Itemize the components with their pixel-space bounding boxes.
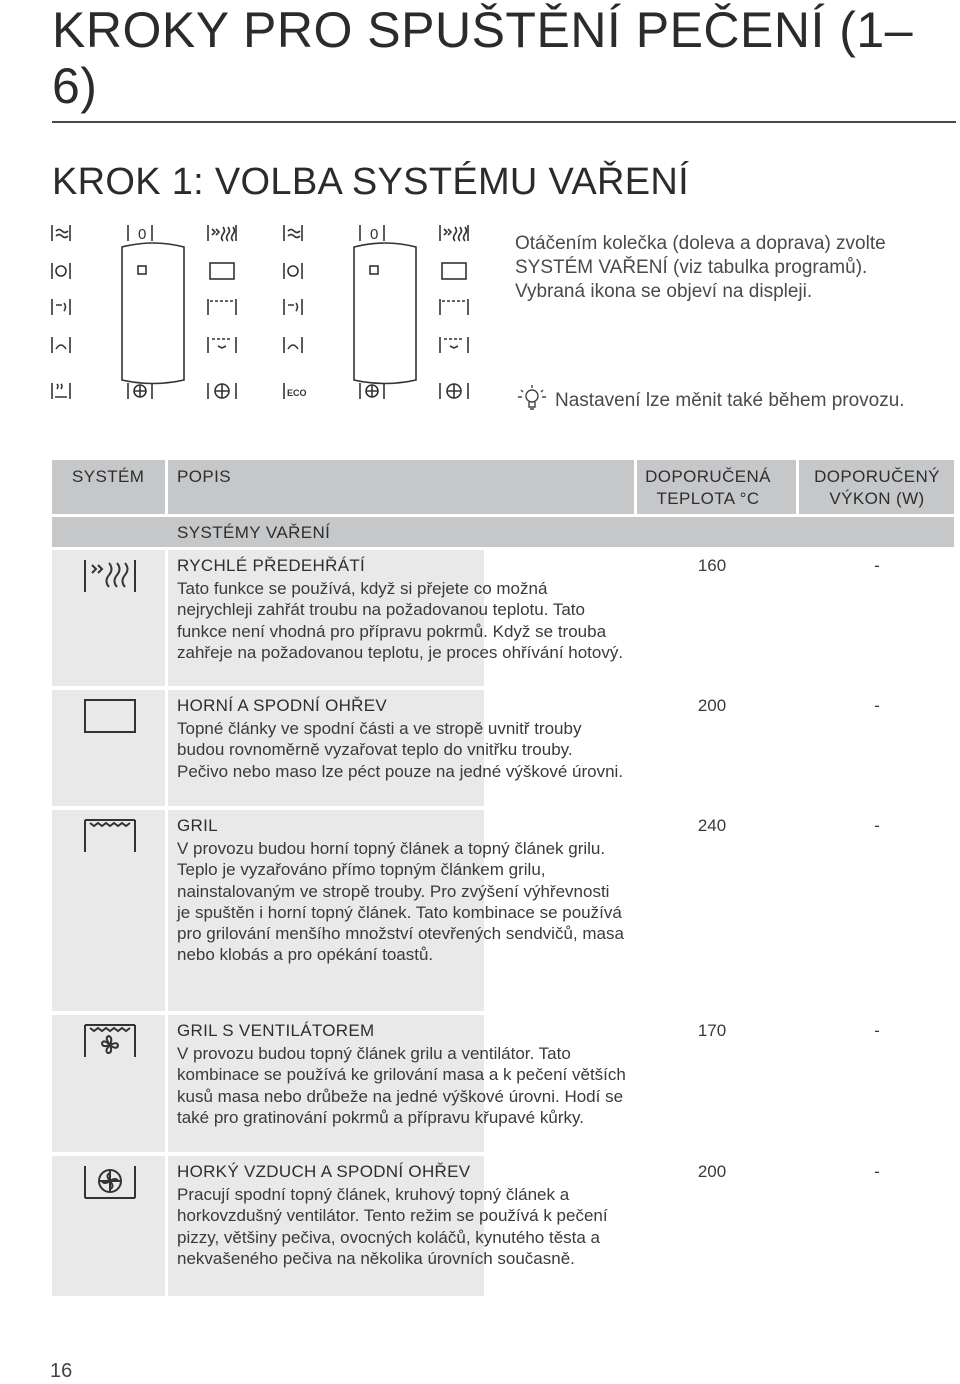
row-name: RYCHLÉ PŘEDEHŘÁTÍ [177,556,366,575]
row-power: - [874,696,880,715]
row-name: HORNÍ A SPODNÍ OHŘEV [177,696,388,715]
header-description: POPIS [177,467,231,486]
hot-air-bottom-heat-icon [82,1162,138,1202]
control-panel-illustration [40,215,480,415]
row-power: - [874,1162,880,1181]
row-name: GRIL S VENTILÁTOREM [177,1021,375,1040]
row-description: V provozu budou horní topný článek a topný článek grilu. Teplo je vyzařováno přímo topným článkem grilu, nainstalovaným ve stropě trouby. Pro zvýšení výhřevnosti je spuštěn i horní topný článek. Tato kombinace se používá pro grilování menšího množství otevřených sendvičů, masa nebo klobás a pro opékání toastů. [177,839,624,965]
tip-text: Nastavení lze měnit také během provozu. [555,390,905,411]
table-header [52,460,954,514]
grill-icon [82,816,138,856]
knob-mark-left: 0 [138,226,147,243]
row-temperature: 240 [697,816,727,835]
row-power: - [874,556,880,575]
lightbulb-icon [515,384,549,412]
section-header [52,517,954,547]
eco-label: ECO [287,388,307,398]
row-temperature: 170 [697,1021,727,1040]
grill-fan-icon [82,1021,138,1061]
row-power: - [874,1021,880,1040]
knob-mark-right: 0 [370,226,379,243]
table-row [52,1015,954,1152]
title-divider [52,121,956,123]
section-title: SYSTÉMY VAŘENÍ [177,523,331,542]
table-row [52,690,954,806]
row-name: HORKÝ VZDUCH A SPODNÍ OHŘEV [177,1162,471,1181]
row-name: GRIL [177,816,218,835]
row-temperature: 160 [697,556,727,575]
page-number: 16 [50,1360,73,1382]
page-title: KROKY PRO SPUŠTĚNÍ PEČENÍ (1–6) [52,2,914,114]
top-bottom-heat-icon [82,696,138,736]
row-description: Tato funkce se používá, když si přejete co možná nejrychleji zahřát troubu na požadovanou teplotu. Tato funkce není vhodná pro přípravu pokrmů. Když se trouba zahřeje na požadovanou teplotu, je proces ohřívání hotový. [177,579,624,662]
oven-knob-diagram [40,215,480,415]
rapid-preheat-icon [82,556,138,596]
header-power: DOPORUČENÝ VÝKON (W) [814,467,940,508]
header-temperature: DOPORUČENÁ TEPLOTA °C [645,467,771,508]
row-description: Pracují spodní topný článek, kruhový topný článek a horkovzdušný ventilátor. Tento režim se používá k pečení pizzy, většiny pečiva, ovocných koláčů, kynutého těsta a nekvašeného pečiva na několika úrovních současně. [177,1185,608,1268]
intro-text: Otáčením kolečka (doleva a doprava) zvolte SYSTÉM VAŘENÍ (viz tabulka programů). Vybraná ikona se objeví na displeji. [515,233,886,302]
row-temperature: 200 [697,1162,727,1181]
row-description: Topné články ve spodní části a ve stropě uvnitř trouby budou rovnoměrně vyzařovat teplo do vnitřku trouby. Pečivo nebo maso lze péct pouze na jedné výškové úrovni. [177,719,624,781]
header-separator [165,460,168,514]
header-separator [634,460,637,514]
tip-note [515,384,935,414]
table-row [52,1156,954,1296]
row-description: V provozu budou topný článek grilu a ventilátor. Tato kombinace se používá ke grilování masa a k pečení větších kusů masa nebo drůbeže na jedné výškové úrovni. Hodí se také pro gratinování pokrmů a přípravu křupavé kůrky. [177,1044,626,1127]
header-separator [796,460,799,514]
step-title: KROK 1: VOLBA SYSTÉMU VAŘENÍ [52,161,689,203]
header-system: SYSTÉM [72,467,145,486]
row-power: - [874,816,880,835]
row-temperature: 200 [697,696,727,715]
table-row [52,550,954,686]
programs-table [52,460,954,1296]
table-row [52,810,954,1011]
